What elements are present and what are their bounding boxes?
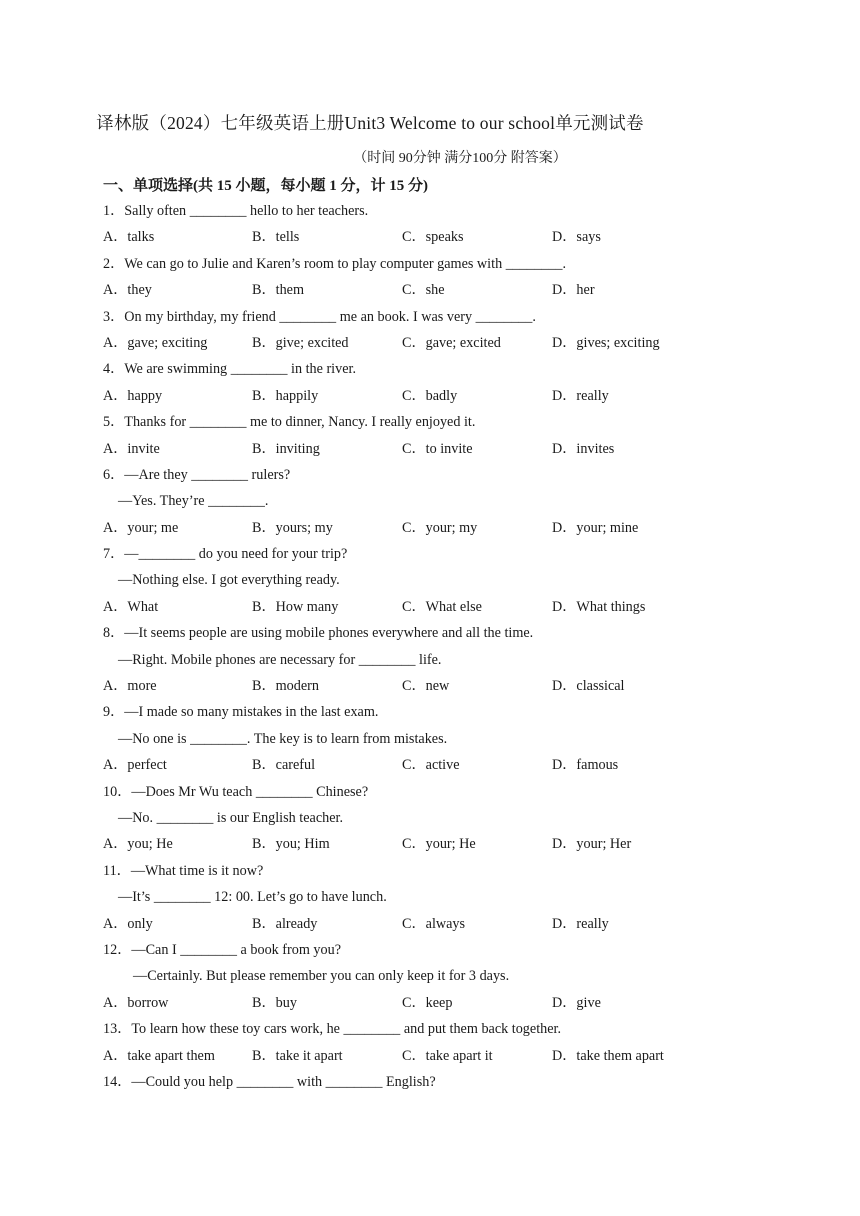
option-c: C．new — [402, 678, 450, 695]
options-row — [0, 1043, 860, 1069]
option-c: C．she — [402, 282, 445, 299]
options-row — [0, 277, 860, 303]
option-a: A．happy — [103, 387, 163, 404]
dialog-line: —It’s ________ 12: 00. Let’s go to have lunch. — [118, 889, 387, 906]
options-row — [0, 990, 860, 1016]
options-row — [0, 515, 860, 541]
dialog-line: —Nothing else. I got everything ready. — [118, 572, 340, 589]
option-d: D．really — [552, 915, 609, 932]
option-a: A．What — [103, 598, 159, 615]
question-item — [0, 858, 860, 937]
question-stem: 7．—________ do you need for your trip? — [103, 546, 348, 563]
question-item — [0, 1016, 860, 1069]
options-row — [0, 383, 860, 409]
option-b: B．inviting — [252, 440, 320, 457]
option-a: A．more — [103, 678, 157, 695]
question-item — [0, 462, 860, 541]
options-row — [0, 673, 860, 699]
option-d: D．your; Her — [552, 836, 632, 853]
option-c: C．speaks — [402, 229, 464, 246]
section-heading: 一、单项选择(共 15 小题，每小题 1 分，计 15 分) — [103, 178, 428, 194]
option-b: B．yours; my — [252, 519, 333, 536]
option-c: C．take apart it — [402, 1047, 493, 1064]
question-item — [0, 620, 860, 699]
question-stem: 14．—Could you help ________ with ________ English? — [103, 1073, 436, 1090]
option-b: B．you; Him — [252, 836, 330, 853]
option-a: A．you; He — [103, 836, 173, 853]
options-row — [0, 594, 860, 620]
option-b: B．happily — [252, 387, 319, 404]
option-b: B．give; excited — [252, 334, 349, 351]
options-row — [0, 330, 860, 356]
option-c: C．gave; excited — [402, 334, 501, 351]
option-c: C．your; my — [402, 519, 478, 536]
dialog-line: —No one is ________. The key is to learn from mistakes. — [118, 730, 448, 747]
option-b: B．take it apart — [252, 1047, 343, 1064]
option-b: B．buy — [252, 994, 297, 1011]
question-item — [0, 198, 860, 251]
question-stem: 4．We are swimming ________ in the river. — [103, 361, 357, 378]
option-d: D．gives; exciting — [552, 334, 660, 351]
option-d: D．take them apart — [552, 1047, 664, 1064]
option-d: D．classical — [552, 678, 625, 695]
option-d: D．your; mine — [552, 519, 639, 536]
option-c: C．always — [402, 915, 466, 932]
question-item — [0, 937, 860, 1016]
document-title: 译林版（2024）七年级英语上册Unit3 Welcome to our school单元测试卷 — [96, 113, 644, 133]
option-a: A．your; me — [103, 519, 179, 536]
option-d: D．her — [552, 282, 595, 299]
question-stem: 10．—Does Mr Wu teach ________ Chinese? — [103, 783, 369, 800]
question-list — [0, 198, 860, 1095]
question-item — [0, 251, 860, 304]
option-d: D．really — [552, 387, 609, 404]
question-stem: 6．—Are they ________ rulers? — [103, 466, 291, 483]
question-item — [0, 304, 860, 357]
option-d: D．What things — [552, 598, 646, 615]
options-row — [0, 436, 860, 462]
option-b: B．modern — [252, 678, 319, 695]
option-a: A．perfect — [103, 757, 167, 774]
question-stem: 8．—It seems people are using mobile phones everywhere and all the time. — [103, 625, 534, 642]
option-c: C．What else — [402, 598, 482, 615]
option-a: A．only — [103, 915, 153, 932]
option-a: A．borrow — [103, 994, 169, 1011]
option-b: B．already — [252, 915, 318, 932]
question-item — [0, 541, 860, 620]
option-c: C．keep — [402, 994, 453, 1011]
option-d: D．says — [552, 229, 601, 246]
options-row — [0, 831, 860, 857]
question-stem: 1．Sally often ________ hello to her teachers. — [103, 203, 369, 219]
option-a: A．talks — [103, 229, 155, 246]
question-item — [0, 699, 860, 778]
options-row — [0, 752, 860, 778]
dialog-line: —Certainly. But please remember you can only keep it for 3 days. — [133, 968, 510, 985]
option-d: D．give — [552, 994, 601, 1011]
question-stem: 5．Thanks for ________ me to dinner, Nancy. I really enjoyed it. — [103, 414, 476, 431]
dialog-line: —Right. Mobile phones are necessary for ________ life. — [118, 651, 442, 668]
option-c: C．your; He — [402, 836, 476, 853]
question-item — [0, 1069, 860, 1095]
question-stem: 9．—I made so many mistakes in the last exam. — [103, 704, 379, 721]
option-c: C．badly — [402, 387, 458, 404]
option-d: D．invites — [552, 440, 615, 457]
option-c: C．active — [402, 757, 460, 774]
dialog-line: —No. ________ is our English teacher. — [118, 809, 343, 826]
question-stem: 13．To learn how these toy cars work, he ________ and put them back together. — [103, 1021, 562, 1038]
question-item — [0, 356, 860, 409]
option-a: A．invite — [103, 440, 160, 457]
exam-info: （时间 90分钟 满分100分 附答案） — [353, 151, 567, 166]
option-b: B．How many — [252, 598, 339, 615]
options-row — [0, 911, 860, 937]
option-b: B．careful — [252, 757, 316, 774]
question-stem: 12．—Can I ________ a book from you? — [103, 941, 342, 958]
option-b: B．them — [252, 282, 305, 299]
option-a: A．gave; exciting — [103, 334, 208, 351]
options-row — [0, 224, 860, 250]
option-a: A．take apart them — [103, 1047, 215, 1064]
dialog-line: —Yes. They’re ________. — [118, 493, 269, 510]
question-stem: 3．On my birthday, my friend ________ me an book. I was very ________. — [103, 308, 536, 325]
option-a: A．they — [103, 282, 152, 299]
question-item — [0, 779, 860, 858]
question-item — [0, 409, 860, 462]
option-d: D．famous — [552, 757, 619, 774]
option-c: C．to invite — [402, 440, 473, 457]
option-b: B．tells — [252, 229, 300, 246]
question-stem: 2．We can go to Julie and Karen’s room to play computer games with ________. — [103, 255, 567, 272]
question-stem: 11．—What time is it now? — [103, 862, 264, 879]
document-subtitle — [0, 147, 860, 167]
